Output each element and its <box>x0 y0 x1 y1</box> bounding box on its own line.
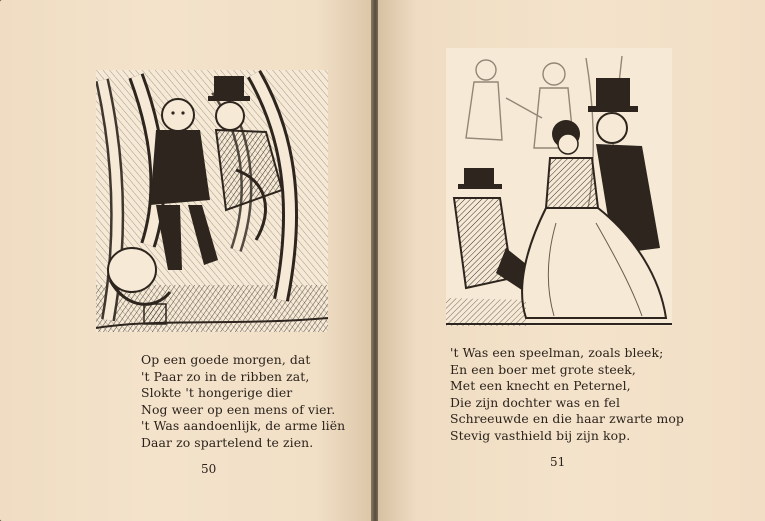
page-number-right: 51 <box>550 455 566 469</box>
poem-line: Op een goede morgen, dat <box>141 352 311 367</box>
poem-line: 't Was een speelman, zoals bleek; <box>450 345 664 360</box>
poem-right <box>450 345 684 445</box>
illustration-whale-ribs-drawing <box>96 70 328 332</box>
poem-line: Daar zo spartelend te zien. <box>141 434 314 450</box>
poem-line: Die zijn dochter was en fel <box>450 394 621 410</box>
poem-line: Met een knecht en Peternel, <box>450 378 631 394</box>
illustration-fiddler-and-family-drawing <box>446 48 672 326</box>
poem-line: Nog weer op een mens of vier. <box>141 401 336 417</box>
illustration-whale-ribs <box>96 70 328 332</box>
poem-line: En een boer met grote steek, <box>450 361 636 377</box>
page-number-left: 50 <box>201 462 217 476</box>
right-page <box>378 0 765 521</box>
poem-line: Slokte 't hongerige dier <box>141 385 293 401</box>
poem-line: 't Paar zo in de ribben zat, <box>141 368 310 384</box>
poem-line: 't Was aandoenlijk, de arme liën <box>141 418 346 434</box>
left-page <box>0 0 373 521</box>
poem-line: Schreeuwde en die haar zwarte mop <box>450 411 684 427</box>
illustration-fiddler-and-family <box>446 48 672 326</box>
poem-left <box>141 352 345 452</box>
poem-line: Stevig vasthield bij zijn kop. <box>450 427 631 443</box>
